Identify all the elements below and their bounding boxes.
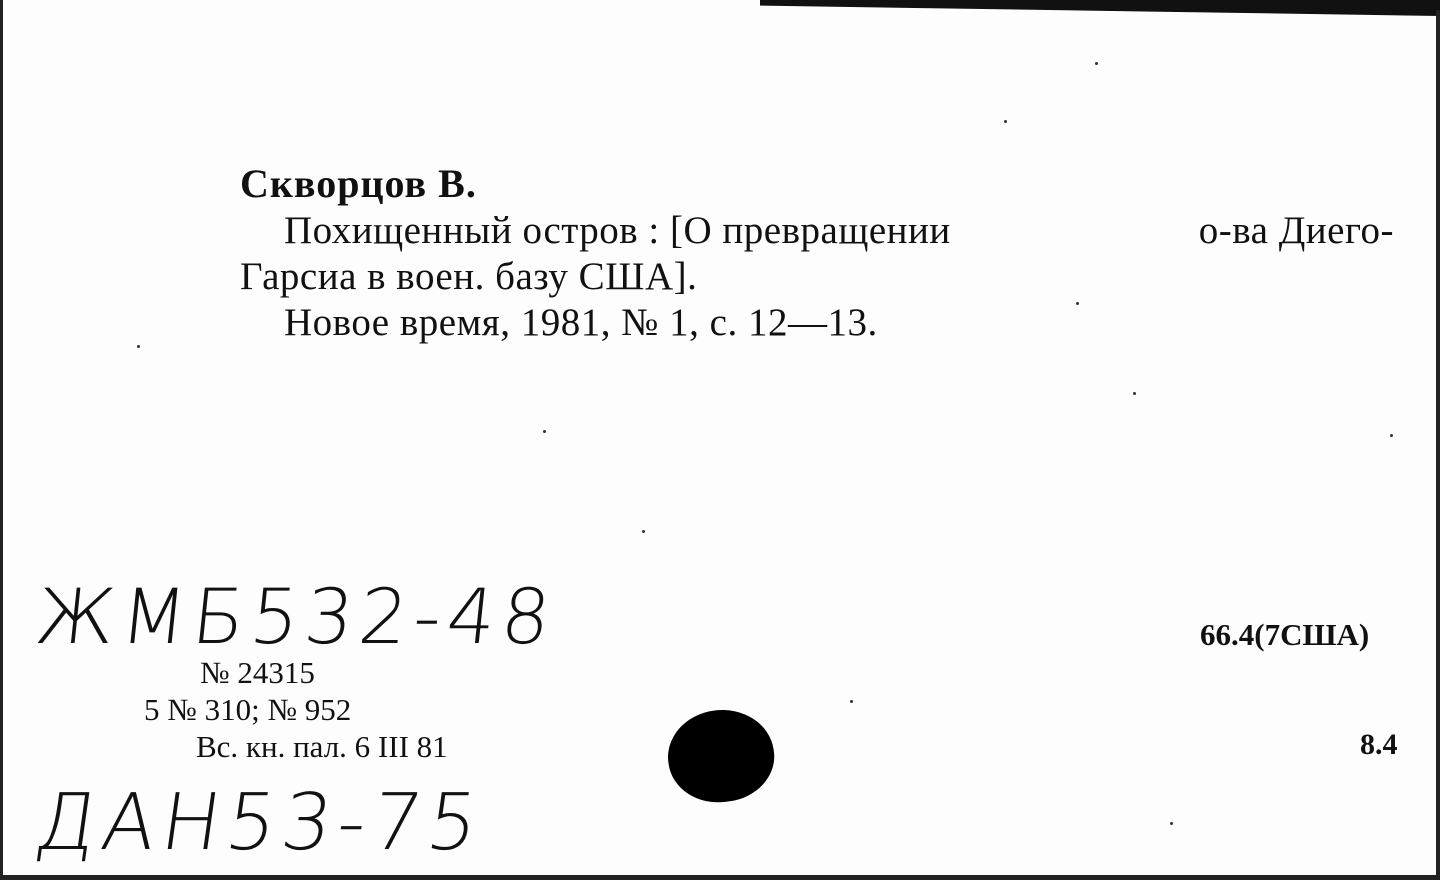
card-edge-bottom bbox=[0, 875, 1440, 880]
card-edge-right bbox=[1436, 10, 1440, 880]
card-title-part-a: Похищенный остров : [О превращении bbox=[284, 209, 951, 252]
card-classification-index: 66.4(7США) bbox=[1200, 617, 1370, 652]
scan-speck bbox=[1004, 120, 1007, 123]
scan-speck bbox=[137, 345, 140, 348]
scan-speck bbox=[1133, 392, 1136, 395]
card-title-part-b: о-ва Диего- bbox=[1198, 209, 1394, 252]
scan-speck bbox=[850, 700, 853, 703]
card-author: Скворцов В. bbox=[240, 161, 477, 206]
card-title-line-1 bbox=[284, 208, 1394, 253]
scan-speck bbox=[1076, 302, 1079, 305]
scan-speck bbox=[1095, 62, 1098, 65]
scan-speck bbox=[1170, 822, 1173, 825]
scan-speck bbox=[1390, 434, 1393, 437]
scan-speck bbox=[642, 530, 645, 533]
card-number: № 24315 bbox=[200, 655, 315, 690]
card-edge-top bbox=[760, 0, 1440, 16]
punch-hole bbox=[662, 703, 780, 809]
card-title-line-2: Гарсиа в воен. базу США]. bbox=[240, 255, 698, 298]
card-issue-numbers: 5 № 310; № 952 bbox=[144, 692, 352, 727]
handwritten-shelfmark-1: ЖМБ532-48 bbox=[31, 572, 561, 661]
card-registry-stamp: Вс. кн. пал. 6 III 81 bbox=[196, 729, 448, 764]
card-source: Новое время, 1981, № 1, с. 12—13. bbox=[284, 301, 878, 344]
card-edge-left bbox=[0, 0, 3, 880]
card-classification-short: 8.4 bbox=[1360, 728, 1398, 761]
scan-speck bbox=[543, 430, 546, 433]
handwritten-shelfmark-2: ДАН53-75 bbox=[29, 778, 490, 868]
